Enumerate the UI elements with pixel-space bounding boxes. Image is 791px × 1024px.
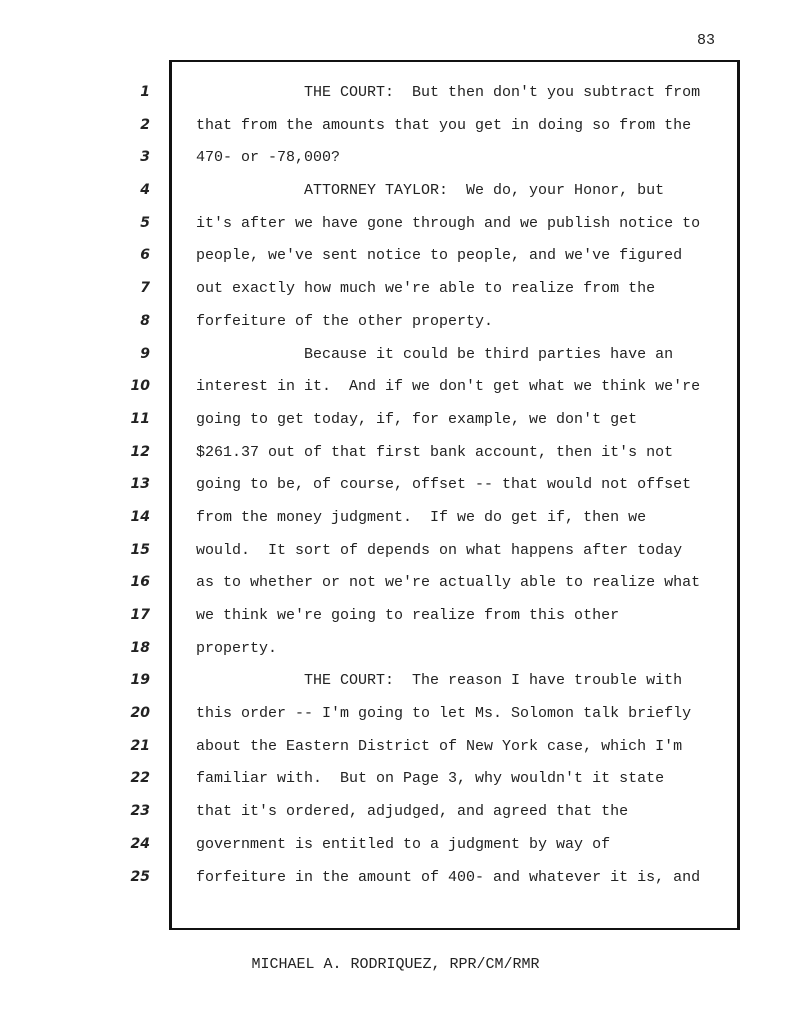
transcript-line: about the Eastern District of New York case, which I'm xyxy=(196,737,683,755)
line-number: 16 xyxy=(130,574,150,591)
transcript-line: government is entitled to a judgment by way of xyxy=(196,835,611,853)
line-number: 13 xyxy=(130,476,150,493)
transcript-line: ATTORNEY TAYLOR: We do, your Honor, but xyxy=(196,182,665,200)
line-number: 19 xyxy=(130,672,150,689)
transcript-line: familiar with. But on Page 3, why wouldn't it state xyxy=(196,770,665,788)
line-number: 20 xyxy=(130,705,150,722)
line-number: 15 xyxy=(130,541,150,558)
line-number: 1 xyxy=(140,84,150,100)
transcript-line: it's after we have gone through and we publish notice to xyxy=(196,214,701,232)
transcript-line: going to get today, if, for example, we don't get xyxy=(196,410,638,428)
transcript-line: THE COURT: The reason I have trouble with xyxy=(196,672,683,690)
transcript-line: forfeiture in the amount of 400- and whatever it is, and xyxy=(196,868,701,886)
line-number-column xyxy=(0,80,150,897)
line-number: 8 xyxy=(140,312,150,329)
line-number: 5 xyxy=(140,214,150,231)
transcript-text xyxy=(196,80,736,897)
line-number: 14 xyxy=(130,508,150,525)
transcript-line: that it's ordered, adjudged, and agreed that the xyxy=(196,803,629,821)
line-number: 6 xyxy=(140,247,150,264)
line-number: 23 xyxy=(130,803,150,820)
line-number: 18 xyxy=(130,639,150,656)
line-number: 17 xyxy=(130,607,150,623)
transcript-line: people, we've sent notice to people, and we've figured xyxy=(196,247,683,265)
transcript-line: property. xyxy=(196,639,278,657)
transcript-line: Because it could be third parties have an xyxy=(196,345,674,363)
transcript-line: out exactly how much we're able to realize from the xyxy=(196,280,656,298)
transcript-line: as to whether or not we're actually able to realize what xyxy=(196,574,701,592)
line-number: 9 xyxy=(140,345,150,362)
transcript-line: from the money judgment. If we do get if, then we xyxy=(196,508,647,526)
transcript-line: THE COURT: But then don't you subtract from xyxy=(196,84,701,101)
line-number: 3 xyxy=(140,149,150,166)
transcript-line: forfeiture of the other property. xyxy=(196,312,494,330)
transcript-line: that from the amounts that you get in doing so from the xyxy=(196,116,692,134)
line-number: 22 xyxy=(130,770,150,787)
transcript-line: $261.37 out of that first bank account, then it's not xyxy=(196,443,674,461)
line-number: 2 xyxy=(140,116,150,133)
page-number: 83 xyxy=(696,32,715,49)
line-number: 11 xyxy=(130,410,150,427)
transcript-line: going to be, of course, offset -- that would not offset xyxy=(196,476,692,494)
transcript-line: we think we're going to realize from this other xyxy=(196,607,620,624)
line-number: 4 xyxy=(140,182,150,199)
transcript-line: interest in it. And if we don't get what we think we're xyxy=(196,378,701,396)
line-number: 25 xyxy=(130,868,150,885)
transcript-line: this order -- I'm going to let Ms. Solomon talk briefly xyxy=(196,705,692,723)
line-number: 7 xyxy=(140,280,150,297)
reporter-footer: MICHAEL A. RODRIQUEZ, RPR/CM/RMR xyxy=(251,956,540,973)
line-number: 21 xyxy=(130,737,150,754)
transcript-line: 470- or -78,000? xyxy=(196,149,341,167)
line-number: 12 xyxy=(130,443,150,460)
line-number: 24 xyxy=(130,835,150,852)
transcript-line: would. It sort of depends on what happens after today xyxy=(196,541,683,559)
line-number: 10 xyxy=(130,378,150,395)
